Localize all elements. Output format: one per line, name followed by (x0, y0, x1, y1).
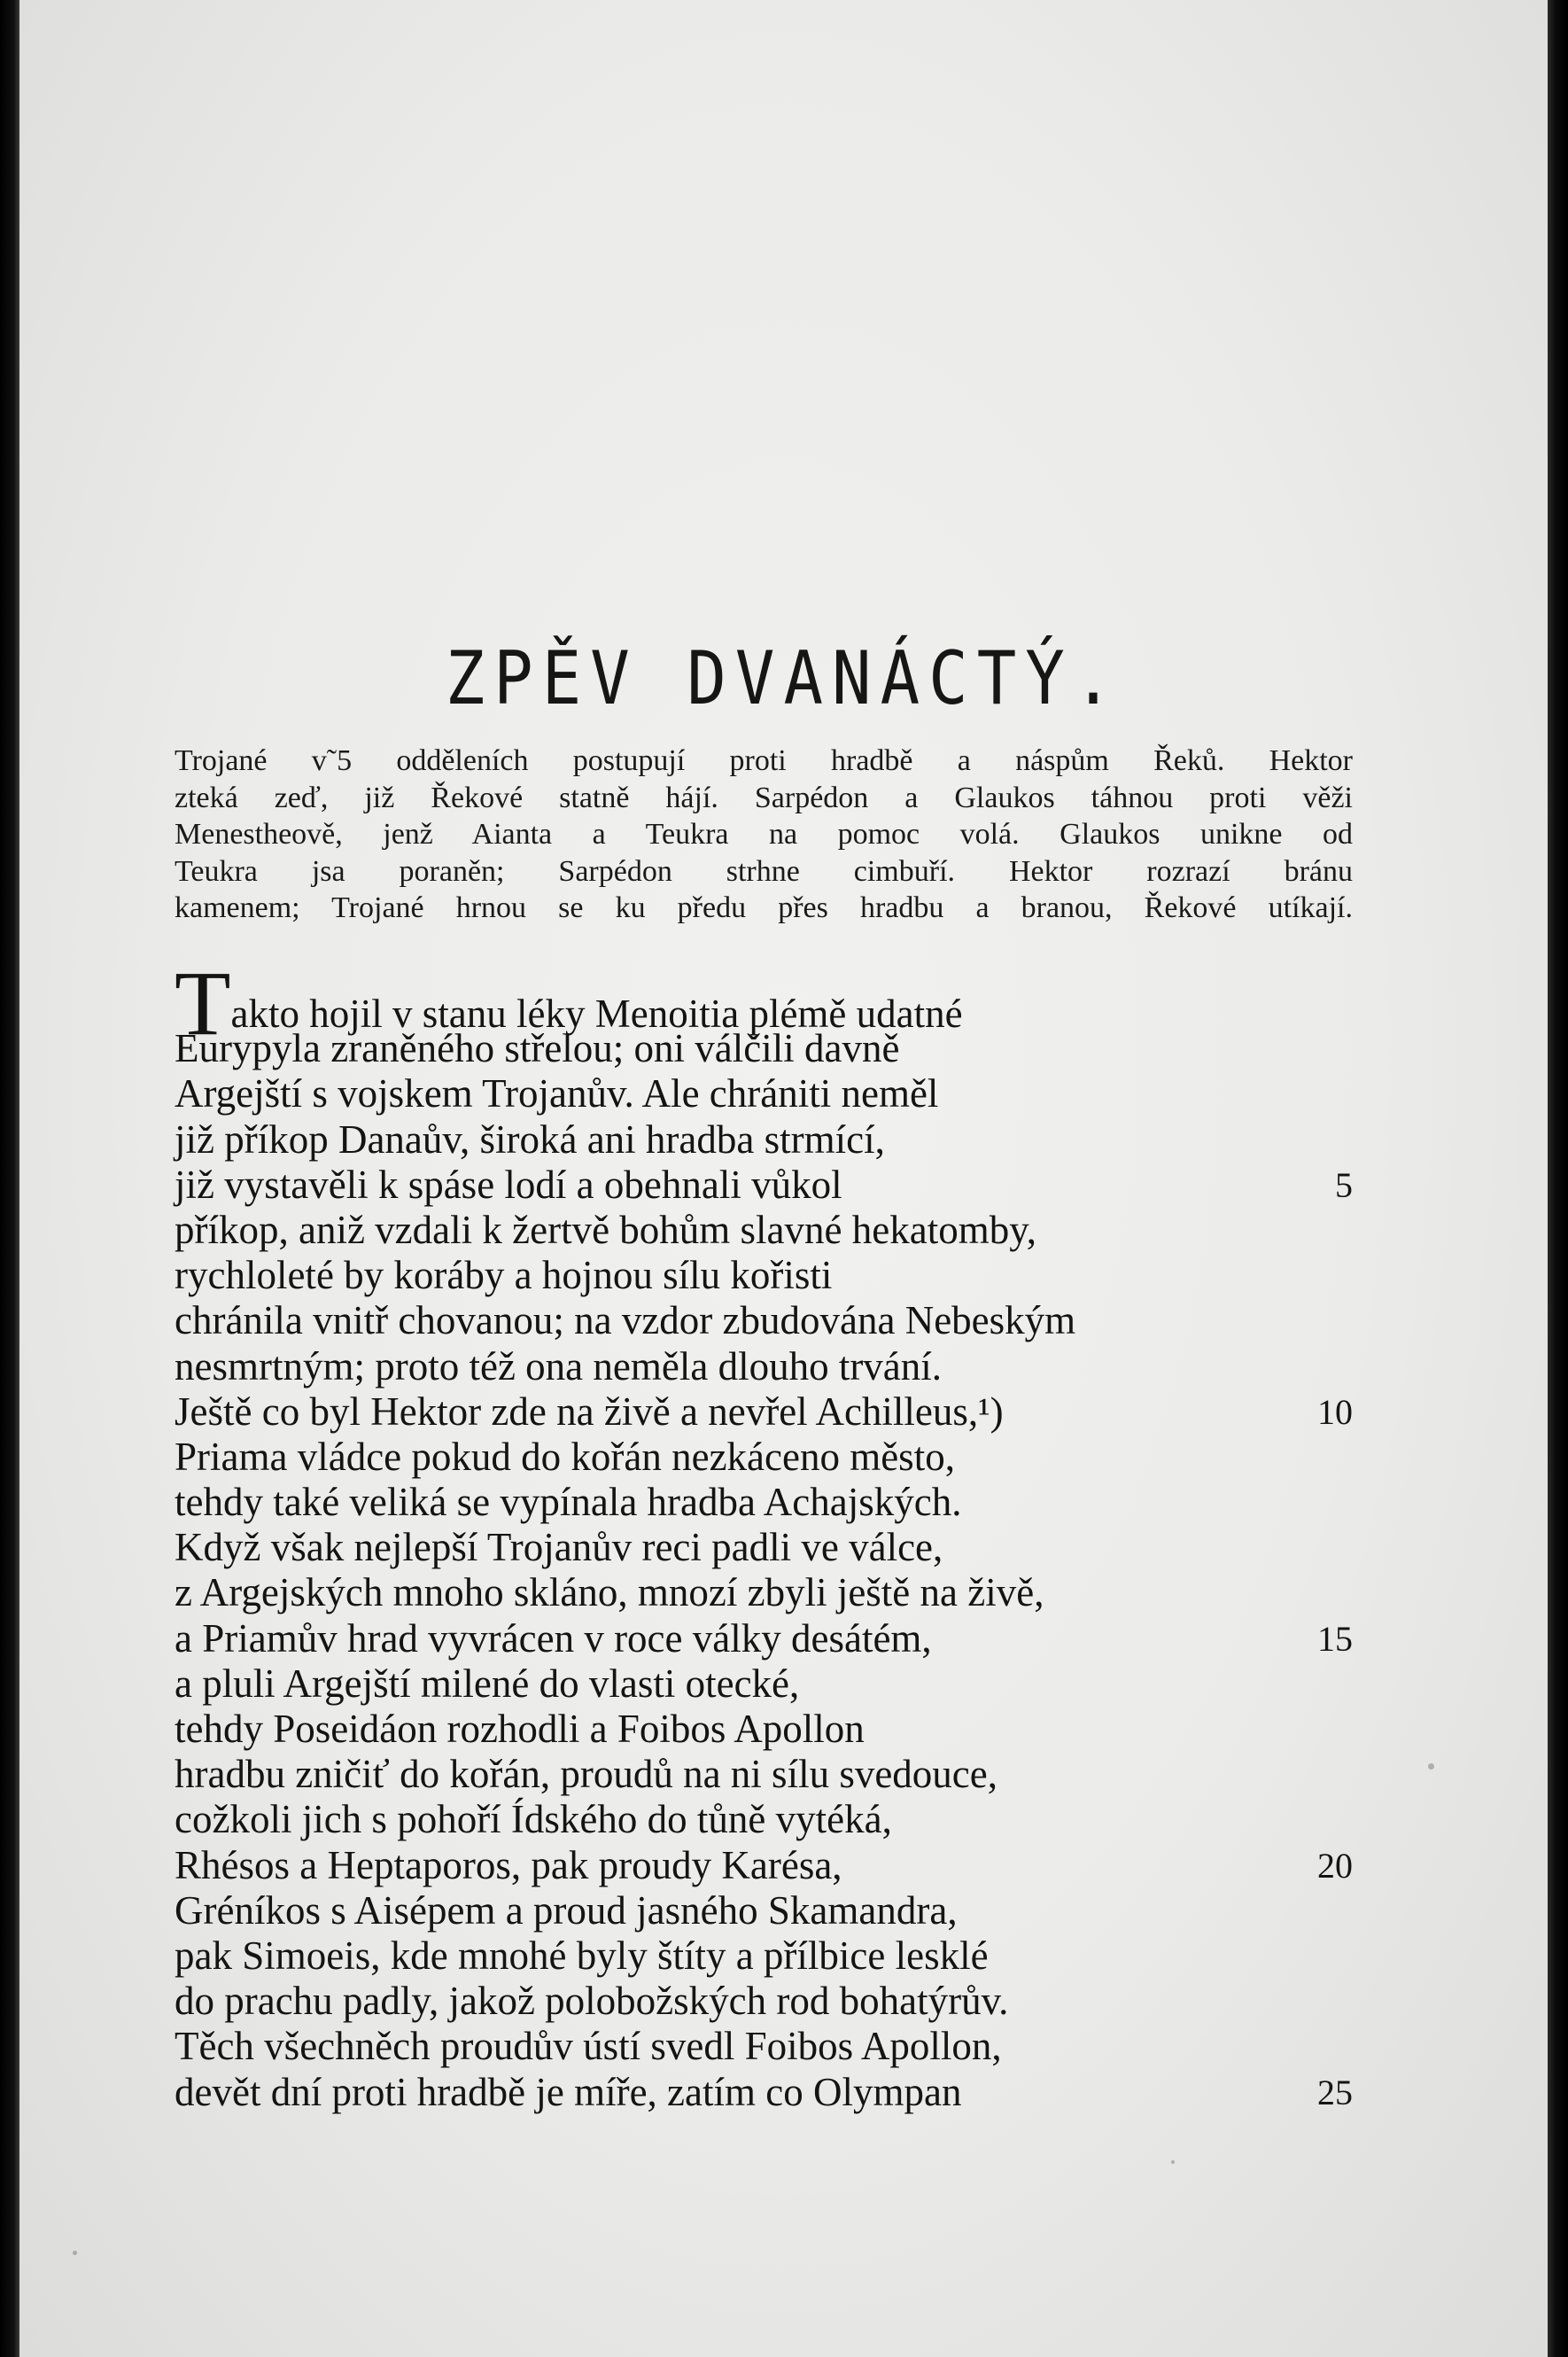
verse-text: a Priamův hrad vyvrácen v roce války desátém, (175, 1615, 932, 1661)
summary-line: Teukra jsa poraněn; Sarpédon strhne cimbuří. Hektor rozrazí bránu (175, 854, 1353, 888)
verse-text: nesmrtným; proto též ona neměla dlouho trvání. (175, 1343, 943, 1389)
verse-line (175, 1888, 1353, 1933)
verse-line (175, 1525, 1353, 1570)
line-number: 10 (1317, 1391, 1353, 1432)
verse-text: Priama vládce pokud do kořán nezkáceno město, (175, 1434, 955, 1479)
scan-right-edge (1548, 0, 1568, 2357)
chapter-title: ZPĚV DVANÁCTÝ. (445, 636, 1122, 722)
verse-line (175, 1163, 1353, 1208)
verse-text: Argejští s vojskem Trojanův. Ale chrániti neměl (175, 1071, 939, 1116)
summary-line: zteká zeď, již Řekové statně hájí. Sarpédon a Glaukos táhnou proti věži (175, 781, 1353, 814)
verse-text: chránila vnitř chovanou; na vzdor zbudována Nebeským (175, 1298, 1076, 1343)
verse-text: Rhésos a Heptaporos, pak proudy Karésa, (175, 1842, 842, 1887)
verse-text: akto hojil v stanu léky Menoitia plémě udatné (230, 992, 963, 1036)
verse-text: tehdy Poseidáon rozhodli a Foibos Apollon (175, 1707, 865, 1751)
verse-line (175, 1208, 1353, 1253)
book-page (19, 0, 1548, 2357)
poem-text (175, 953, 1353, 2115)
verse-text: pak Simoeis, kde mnohé byly štíty a přílbice lesklé (175, 1933, 989, 1978)
summary-line: Menestheově, jenž Aianta a Teukra na pomoc volá. Glaukos unikne od (175, 818, 1353, 852)
scan-speck (1428, 1763, 1434, 1770)
scan-speck (1171, 2160, 1175, 2164)
verse-text: rychloleté by koráby a hojnou sílu kořisti (175, 1253, 833, 1298)
verse-line (175, 1979, 1353, 2024)
verse-line (175, 1661, 1353, 1707)
verse-line (175, 1707, 1353, 1752)
verse-text: cožkoli jich s pohoří Ídského do tůně vytéká, (175, 1797, 892, 1842)
verse-text: již vystavěli k spáse lodí a obehnali vůkol (175, 1162, 842, 1207)
verse-line (175, 1570, 1353, 1615)
verse-line (175, 1933, 1353, 1979)
verse-line (175, 1480, 1353, 1525)
verse-line (175, 1616, 1353, 1661)
scan-left-edge (0, 0, 19, 2357)
verse-line (175, 1071, 1353, 1116)
verse-text: Gréníkos s Aisépem a proud jasného Skamandra, (175, 1887, 958, 1933)
verse-text: a pluli Argejští milené do vlasti otecké, (175, 1661, 800, 1706)
verse-text: devět dní proti hradbě je míře, zatím co Olympan (175, 2069, 962, 2114)
chapter-summary (175, 743, 1353, 927)
verse-line (175, 1253, 1353, 1298)
scan-speck (73, 2251, 77, 2255)
line-number: 25 (1317, 2072, 1353, 2112)
verse-line (175, 1435, 1353, 1480)
verse-line (175, 1389, 1353, 1435)
verse-line (175, 1298, 1353, 1343)
verse-text: Eurypyla zraněného střelou; oni válčili davně (175, 1026, 900, 1071)
verse-text: do prachu padly, jakož polobožských rod bohatýrův. (175, 1979, 1009, 2024)
verse-text: Ještě co byl Hektor zde na živě a nevřel Achilleus,¹) (175, 1389, 1004, 1434)
verse-text: Těch všechněch proudův ústí svedl Foibos Apollon, (175, 2024, 1002, 2069)
verse-text: Když však nejlepší Trojanův reci padli ve válce, (175, 1525, 943, 1570)
verse-line (175, 2024, 1353, 2069)
verse-text: z Argejských mnoho skláno, mnozí zbyli ještě na živě, (175, 1570, 1044, 1615)
line-number: 20 (1317, 1845, 1353, 1886)
summary-line: kamenem; Trojané hrnou se ku předu přes hradbu a branou, Řekové utíkají. (175, 891, 1353, 925)
verse-text: již příkop Danaův, široká ani hradba strmící, (175, 1116, 885, 1162)
verse-line (175, 1344, 1353, 1389)
line-number: 5 (1335, 1164, 1353, 1205)
verse-line (175, 1026, 1353, 1071)
verse-text: hradbu zničiť do kořán, proudů na ni sílu svedouce, (175, 1752, 998, 1797)
verse-text: příkop, aniž vzdali k žertvě bohům slavné hekatomby, (175, 1207, 1037, 1252)
verse-line (175, 1117, 1353, 1163)
verse-line (175, 1797, 1353, 1842)
drop-cap: T (175, 953, 231, 1054)
verse-text: tehdy také veliká se vypínala hradba Achajských. (175, 1480, 962, 1525)
line-number: 15 (1317, 1618, 1353, 1659)
summary-line: Trojané v˜5 odděleních postupují proti hradbě a náspům Řeků. Hektor (175, 744, 1353, 777)
verse-line (175, 1752, 1353, 1797)
verse-line (175, 1843, 1353, 1888)
verse-line (175, 2070, 1353, 2115)
